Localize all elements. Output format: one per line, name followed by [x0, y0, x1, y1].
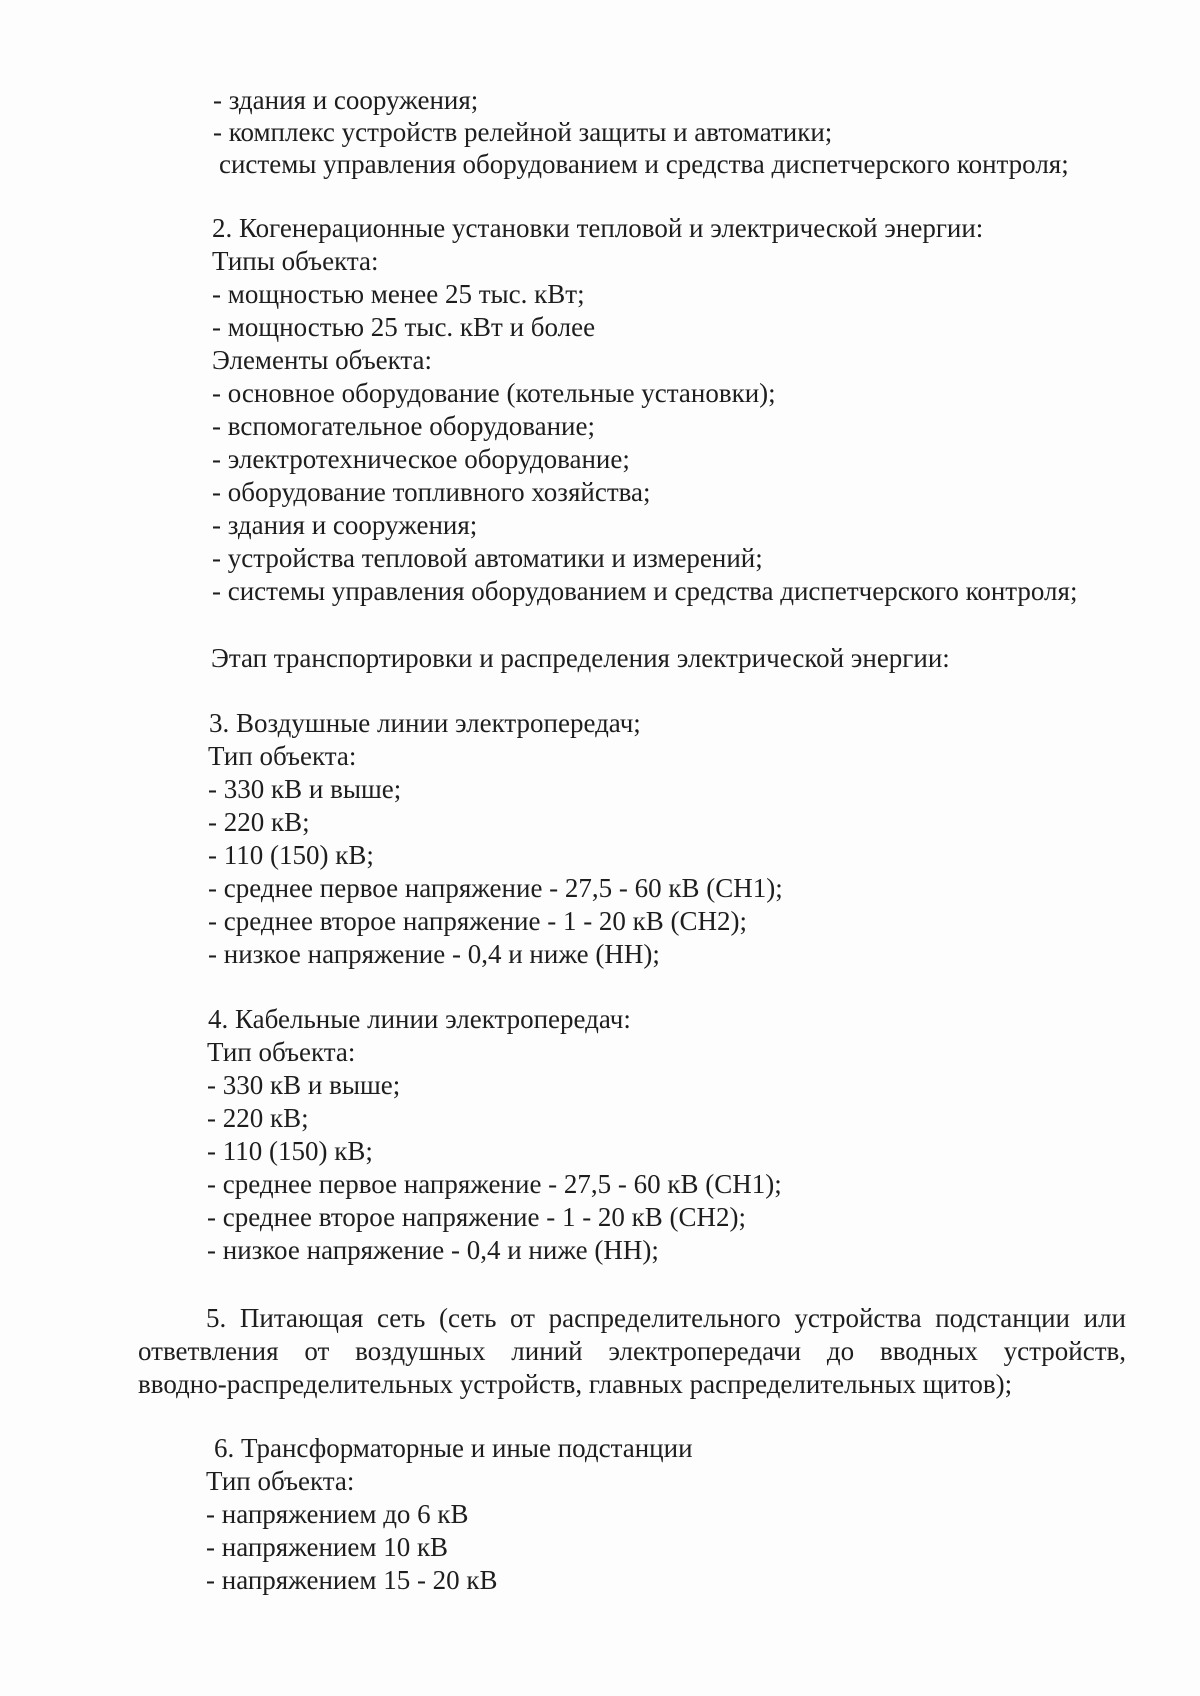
list-item: - напряжением до 6 кВ: [206, 1499, 469, 1529]
list-item: - среднее первое напряжение - 27,5 - 60 кВ (СН1);: [207, 1169, 782, 1199]
list-item: системы управления оборудованием и средства диспетчерского контроля;: [219, 149, 1069, 179]
list-item: - 220 кВ;: [207, 1103, 309, 1133]
list-item: - комплекс устройств релейной защиты и автоматики;: [213, 117, 833, 147]
list-item: - низкое напряжение - 0,4 и ниже (НН);: [207, 1235, 659, 1265]
list-item: - 330 кВ и выше;: [207, 1070, 401, 1100]
list-item: - напряжением 10 кВ: [206, 1532, 449, 1562]
list-item: - здания и сооружения;: [212, 510, 478, 540]
section-heading: 3. Воздушные линии электропередач;: [209, 708, 641, 738]
list-item: - низкое напряжение - 0,4 и ниже (НН);: [208, 939, 660, 969]
list-item: - 110 (150) кВ;: [207, 1136, 373, 1166]
list-item: - устройства тепловой автоматики и измерений;: [212, 543, 763, 573]
list-item: - оборудование топливного хозяйства;: [212, 477, 651, 507]
list-item: - 220 кВ;: [208, 807, 310, 837]
type-label: Тип объекта:: [207, 1037, 356, 1067]
list-item: - основное оборудование (котельные установки);: [212, 378, 776, 408]
section-heading: 6. Трансформаторные и иные подстанции: [214, 1433, 693, 1463]
elements-label: Элементы объекта:: [212, 345, 433, 375]
list-item: - среднее первое напряжение - 27,5 - 60 кВ (СН1);: [208, 873, 783, 903]
paragraph-line: 5. Питающая сеть (сеть от распределительного устройства подстанции или: [206, 1303, 1126, 1333]
section-heading: 4. Кабельные линии электропередач:: [208, 1004, 631, 1034]
type-label: Тип объекта:: [208, 741, 357, 771]
list-item: - мощностью 25 тыс. кВт и более: [212, 312, 596, 342]
list-item: - мощностью менее 25 тыс. кВт;: [212, 279, 585, 309]
list-item: - среднее второе напряжение - 1 - 20 кВ (СН2);: [207, 1202, 747, 1232]
list-item: - напряжением 15 - 20 кВ: [206, 1565, 498, 1595]
list-item: - электротехническое оборудование;: [212, 444, 630, 474]
list-item: - 110 (150) кВ;: [208, 840, 374, 870]
list-item: - вспомогательное оборудование;: [212, 411, 595, 441]
list-item: - 330 кВ и выше;: [208, 774, 402, 804]
paragraph-line: вводно-распределительных устройств, главных распределительных щитов);: [138, 1369, 1013, 1399]
list-item: - среднее второе напряжение - 1 - 20 кВ (СН2);: [208, 906, 748, 936]
type-label: Тип объекта:: [206, 1466, 355, 1496]
types-label: Типы объекта:: [212, 246, 379, 276]
paragraph-line: ответвления от воздушных линий электропередачи до вводных устройств,: [138, 1336, 1126, 1366]
stage-heading: Этап транспортировки и распределения электрической энергии:: [211, 643, 950, 673]
section-heading: 2. Когенерационные установки тепловой и электрической энергии:: [212, 213, 984, 243]
list-item: - здания и сооружения;: [213, 85, 479, 115]
list-item: - системы управления оборудованием и средства диспетчерского контроля;: [212, 576, 1078, 606]
